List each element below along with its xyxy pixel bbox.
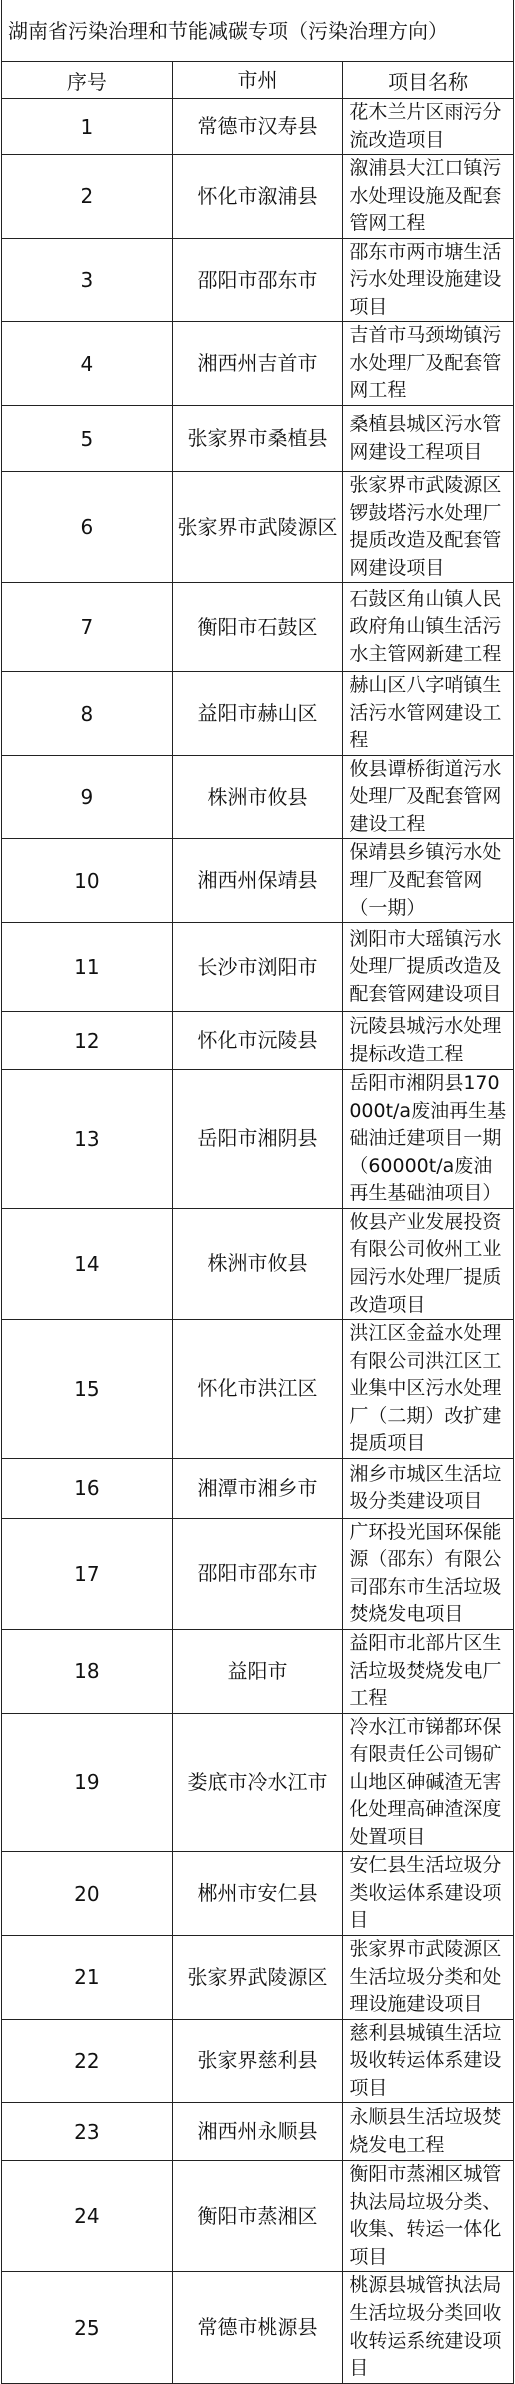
table-row: [2, 472, 514, 583]
row-city: 邵阳市邵东市: [172, 238, 343, 322]
row-project: 桑植县城区污水管网建设工程项目: [343, 406, 514, 472]
row-city: 衡阳市蒸湘区: [172, 2161, 343, 2272]
row-city: 湘西州保靖县: [172, 839, 343, 923]
table-row: [2, 923, 514, 1012]
row-index: 23: [2, 2103, 173, 2161]
row-index: 8: [2, 672, 173, 756]
table-row: [2, 1208, 514, 1319]
row-index: 13: [2, 1070, 173, 1209]
table-row: [2, 238, 514, 322]
row-index: 16: [2, 1458, 173, 1518]
table-row: [2, 2103, 514, 2161]
table-row: [2, 99, 514, 155]
row-index: 11: [2, 923, 173, 1012]
row-city: 邵阳市邵东市: [172, 1518, 343, 1629]
table-title: 湖南省污染治理和节能减碳专项（污染治理方向）: [2, 0, 514, 62]
row-index: 14: [2, 1208, 173, 1319]
row-index: 2: [2, 155, 173, 239]
table-row: [2, 583, 514, 672]
table-row: [2, 1629, 514, 1713]
row-city: 益阳市赫山区: [172, 672, 343, 756]
row-index: 9: [2, 755, 173, 839]
row-index: 1: [2, 99, 173, 155]
table-row: [2, 1458, 514, 1518]
row-city: 娄底市冷水江市: [172, 1713, 343, 1852]
table-row: [2, 2272, 514, 2383]
row-project: 张家界市武陵源区锣鼓塔污水处理厂提质改造及配套管网建设项目: [343, 472, 514, 583]
row-index: 4: [2, 322, 173, 406]
row-city: 长沙市浏阳市: [172, 923, 343, 1012]
row-project: 保靖县乡镇污水处理厂及配套管网（一期）: [343, 839, 514, 923]
table-row: [2, 1852, 514, 1936]
row-project: 益阳市北部片区生活垃圾焚烧发电厂工程: [343, 1629, 514, 1713]
row-project: 安仁县生活垃圾分类收运体系建设项目: [343, 1852, 514, 1936]
row-project: 浏阳市大瑶镇污水处理厂提质改造及配套管网建设项目: [343, 923, 514, 1012]
row-project: 洪江区金益水处理有限公司洪江区工业集中区污水处理厂（二期）改扩建提质项目: [343, 1320, 514, 1459]
table-row: [2, 1518, 514, 1629]
header-row: [2, 62, 514, 99]
row-index: 3: [2, 238, 173, 322]
row-project: 桃源县城管执法局生活垃圾分类回收收转运系统建设项目: [343, 2272, 514, 2383]
row-city: 怀化市溆浦县: [172, 155, 343, 239]
row-index: 24: [2, 2161, 173, 2272]
project-table: [1, 0, 514, 2384]
table-row: [2, 406, 514, 472]
table-row: [2, 322, 514, 406]
row-city: 张家界武陵源区: [172, 1935, 343, 2019]
row-index: 15: [2, 1320, 173, 1459]
header-project: 项目名称: [343, 62, 514, 99]
row-project: 邵东市两市塘生活污水处理设施建设项目: [343, 238, 514, 322]
row-city: 张家界慈利县: [172, 2019, 343, 2103]
row-city: 湘西州永顺县: [172, 2103, 343, 2161]
row-project: 吉首市马颈坳镇污水处理厂及配套管网工程: [343, 322, 514, 406]
table-row: [2, 672, 514, 756]
row-project: 冷水江市锑都环保有限责任公司锡矿山地区砷碱渣无害化处理高砷渣深度处置项目: [343, 1713, 514, 1852]
row-project: 岳阳市湘阴县170000t/a废油再生基础油迁建项目一期（60000t/a废油再生基础油项目）: [343, 1070, 514, 1209]
row-project: 慈利县城镇生活垃圾收转运体系建设项目: [343, 2019, 514, 2103]
row-project: 衡阳市蒸湘区城管执法局垃圾分类、收集、转运一体化项目: [343, 2161, 514, 2272]
row-city: 湘潭市湘乡市: [172, 1458, 343, 1518]
table-body: [2, 99, 514, 2384]
table-row: [2, 839, 514, 923]
row-project: 赫山区八字哨镇生活污水管网建设工程: [343, 672, 514, 756]
row-project: 广环投光国环保能源（邵东）有限公司邵东市生活垃圾焚烧发电项目: [343, 1518, 514, 1629]
table-row: [2, 2019, 514, 2103]
row-city: 怀化市洪江区: [172, 1320, 343, 1459]
row-city: 张家界市武陵源区: [172, 472, 343, 583]
table-row: [2, 1012, 514, 1070]
row-project: 湘乡市城区生活垃圾分类建设项目: [343, 1458, 514, 1518]
table-row: [2, 755, 514, 839]
table-row: [2, 155, 514, 239]
table-row: [2, 1935, 514, 2019]
row-city: 怀化市沅陵县: [172, 1012, 343, 1070]
table-row: [2, 1713, 514, 1852]
row-index: 18: [2, 1629, 173, 1713]
row-city: 岳阳市湘阴县: [172, 1070, 343, 1209]
row-city: 株洲市攸县: [172, 755, 343, 839]
table-row: [2, 2161, 514, 2272]
row-city: 株洲市攸县: [172, 1208, 343, 1319]
row-index: 5: [2, 406, 173, 472]
table-row: [2, 1070, 514, 1209]
row-city: 湘西州吉首市: [172, 322, 343, 406]
row-city: 郴州市安仁县: [172, 1852, 343, 1936]
row-index: 25: [2, 2272, 173, 2383]
row-index: 17: [2, 1518, 173, 1629]
row-city: 常德市桃源县: [172, 2272, 343, 2383]
row-index: 22: [2, 2019, 173, 2103]
row-project: 张家界市武陵源区生活垃圾分类和处理设施建设项目: [343, 1935, 514, 2019]
row-project: 永顺县生活垃圾焚烧发电工程: [343, 2103, 514, 2161]
row-index: 19: [2, 1713, 173, 1852]
table-row: [2, 1320, 514, 1459]
row-city: 益阳市: [172, 1629, 343, 1713]
row-index: 10: [2, 839, 173, 923]
row-project: 溆浦县大江口镇污水处理设施及配套管网工程: [343, 155, 514, 239]
row-project: 沅陵县城污水处理提标改造工程: [343, 1012, 514, 1070]
row-project: 攸县产业发展投资有限公司攸州工业园污水处理厂提质改造项目: [343, 1208, 514, 1319]
row-project: 花木兰片区雨污分流改造项目: [343, 99, 514, 155]
header-city: 市州: [172, 62, 343, 99]
row-index: 6: [2, 472, 173, 583]
row-index: 7: [2, 583, 173, 672]
row-index: 12: [2, 1012, 173, 1070]
row-city: 常德市汉寿县: [172, 99, 343, 155]
row-index: 20: [2, 1852, 173, 1936]
row-city: 衡阳市石鼓区: [172, 583, 343, 672]
row-index: 21: [2, 1935, 173, 2019]
row-project: 石鼓区角山镇人民政府角山镇生活污水主管网新建工程: [343, 583, 514, 672]
row-city: 张家界市桑植县: [172, 406, 343, 472]
header-index: 序号: [2, 62, 173, 99]
row-project: 攸县谭桥街道污水处理厂及配套管网建设工程: [343, 755, 514, 839]
